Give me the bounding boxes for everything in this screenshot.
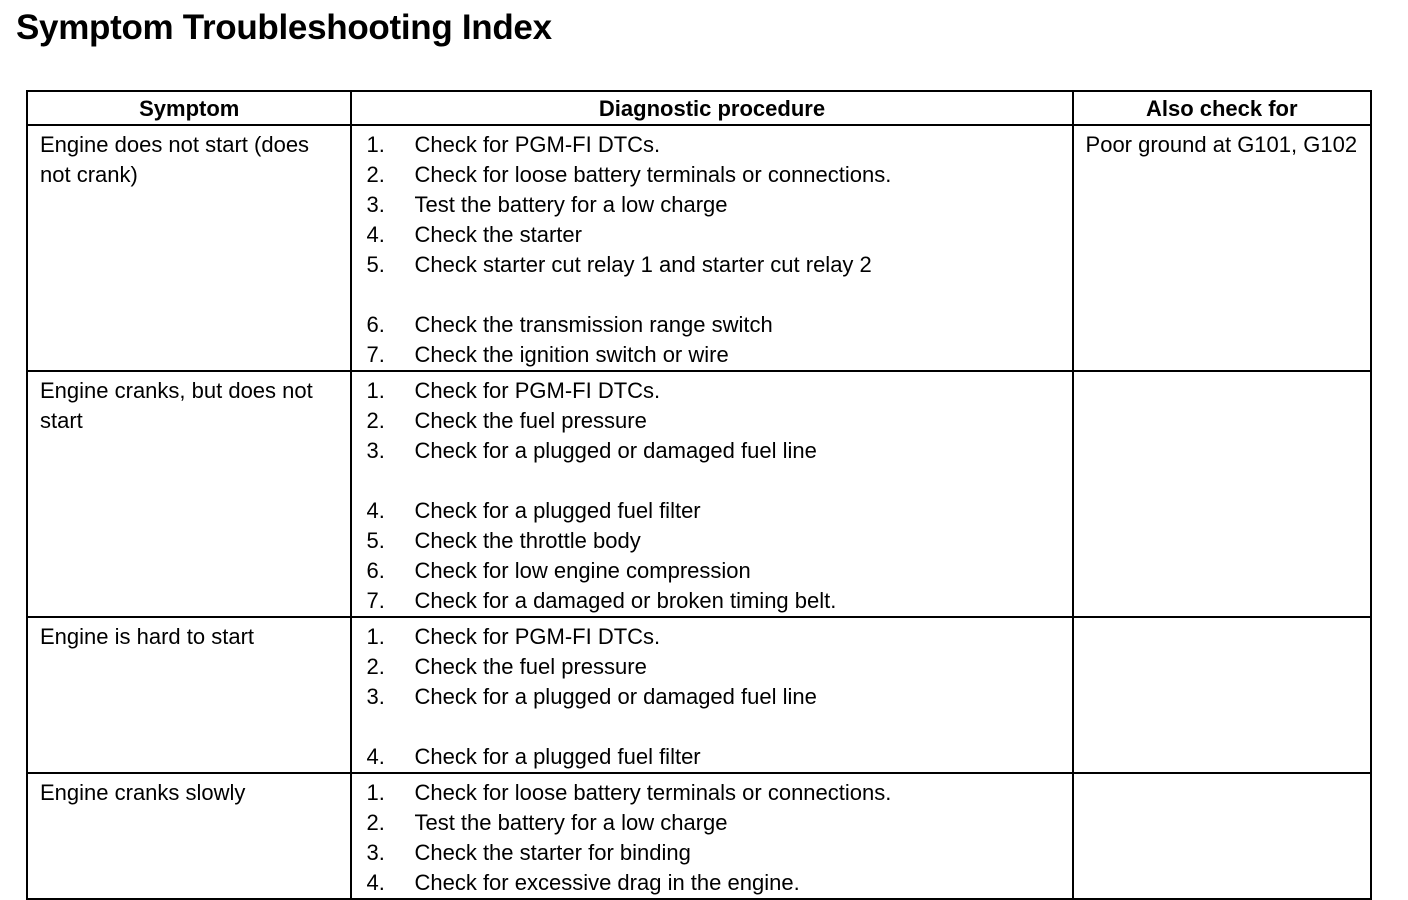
procedure-cell: [351, 371, 1072, 617]
procedure-step: [366, 220, 1071, 250]
table-row: [27, 125, 1371, 371]
symptom-table: [26, 90, 1372, 900]
also-check-text: [1074, 774, 1370, 778]
procedure-step: [366, 586, 1071, 616]
procedure-list: [352, 372, 1071, 616]
symptom-cell: [27, 125, 351, 371]
procedure-step: [366, 808, 1071, 838]
symptom-text: Engine cranks slowly: [40, 780, 246, 805]
step-text: Check for loose battery terminals or connections.: [414, 780, 892, 805]
page-title: Symptom Troubleshooting Index: [16, 8, 552, 47]
symptom-text: Engine is hard to start: [40, 624, 255, 649]
step-number: 7.: [366, 342, 385, 367]
step-number: 4.: [366, 498, 385, 523]
procedure-list: [352, 774, 1071, 898]
procedure-step: [366, 130, 1071, 160]
procedure-cell: [351, 125, 1072, 371]
step-text: Check for low engine compression: [414, 558, 751, 583]
procedure-step: [366, 526, 1071, 556]
step-number: 1.: [366, 624, 385, 649]
symptom-text: Engine does not start (does not crank): [40, 132, 310, 187]
step-text: Check the starter: [414, 222, 582, 247]
step-text: Check for a plugged fuel filter: [414, 744, 701, 769]
step-number: 2.: [366, 810, 385, 835]
header-diagnostic-procedure: Diagnostic procedure: [351, 91, 1072, 125]
procedure-step: [366, 556, 1071, 586]
symptom-text: Engine cranks, but does not start: [40, 378, 313, 433]
procedure-step: [366, 190, 1071, 220]
step-text: Check the ignition switch or wire: [414, 342, 729, 367]
step-number: 3.: [366, 684, 385, 709]
step-number: 5.: [366, 528, 385, 553]
step-number: 5.: [366, 252, 385, 277]
step-text: Check for loose battery terminals or connections.: [414, 162, 892, 187]
header-also-check-for: Also check for: [1073, 91, 1371, 125]
step-text: Check starter cut relay 1 and starter cut relay 2: [414, 252, 872, 277]
step-number: 1.: [366, 378, 385, 403]
table-header-row: [27, 91, 1371, 125]
procedure-step: [366, 622, 1071, 652]
procedure-step: [366, 838, 1071, 868]
procedure-list: [352, 618, 1071, 772]
procedure-step: [366, 742, 1071, 772]
symptom-cell: [27, 371, 351, 617]
symptom-cell: [27, 617, 351, 773]
procedure-step: [366, 160, 1071, 190]
step-text: Check for a damaged or broken timing belt.: [414, 588, 837, 613]
procedure-step: [366, 406, 1071, 436]
step-text: Test the battery for a low charge: [414, 192, 728, 217]
step-text: Check for excessive drag in the engine.: [414, 870, 800, 895]
table-row: [27, 371, 1371, 617]
step-number: 2.: [366, 162, 385, 187]
symptom-cell: [27, 773, 351, 899]
step-number: 2.: [366, 654, 385, 679]
step-text: Check for a plugged or damaged fuel line: [414, 684, 817, 709]
procedure-step: [366, 778, 1071, 808]
also-check-text: [1074, 618, 1370, 622]
procedure-cell: [351, 617, 1072, 773]
step-text: Check the fuel pressure: [414, 654, 647, 679]
step-number: 1.: [366, 132, 385, 157]
step-number: 3.: [366, 192, 385, 217]
table-row: [27, 773, 1371, 899]
step-number: 6.: [366, 312, 385, 337]
also-check-cell: [1073, 617, 1371, 773]
procedure-step: [366, 310, 1071, 340]
step-text: Check for PGM-FI DTCs.: [414, 624, 661, 649]
also-check-text: [1074, 372, 1370, 376]
step-text: Check the throttle body: [414, 528, 641, 553]
step-number: 3.: [366, 840, 385, 865]
step-text: Check the starter for binding: [414, 840, 691, 865]
also-check-cell: [1073, 125, 1371, 371]
also-check-cell: [1073, 773, 1371, 899]
procedure-step: [366, 868, 1071, 898]
step-number: 7.: [366, 588, 385, 613]
step-number: 1.: [366, 780, 385, 805]
step-text: Check the fuel pressure: [414, 408, 647, 433]
procedure-list: [352, 126, 1071, 370]
step-number: 4.: [366, 870, 385, 895]
step-number: 4.: [366, 744, 385, 769]
step-text: Check for PGM-FI DTCs.: [414, 132, 661, 157]
step-text: Check for a plugged or damaged fuel line: [414, 438, 817, 463]
step-number: 2.: [366, 408, 385, 433]
step-text: Check the transmission range switch: [414, 312, 773, 337]
procedure-step: [366, 250, 1071, 280]
table-row: [27, 617, 1371, 773]
step-text: Check for PGM-FI DTCs.: [414, 378, 661, 403]
step-number: 3.: [366, 438, 385, 463]
procedure-step: [366, 652, 1071, 682]
procedure-step: [366, 436, 1071, 466]
header-symptom: Symptom: [27, 91, 351, 125]
step-text: Check for a plugged fuel filter: [414, 498, 701, 523]
also-check-cell: [1073, 371, 1371, 617]
procedure-step: [366, 682, 1071, 712]
also-check-text: Poor ground at G101, G102: [1085, 132, 1358, 157]
procedure-step: [366, 496, 1071, 526]
procedure-step: [366, 340, 1071, 370]
step-text: Test the battery for a low charge: [414, 810, 728, 835]
procedure-step: [366, 376, 1071, 406]
procedure-cell: [351, 773, 1072, 899]
step-number: 6.: [366, 558, 385, 583]
step-number: 4.: [366, 222, 385, 247]
